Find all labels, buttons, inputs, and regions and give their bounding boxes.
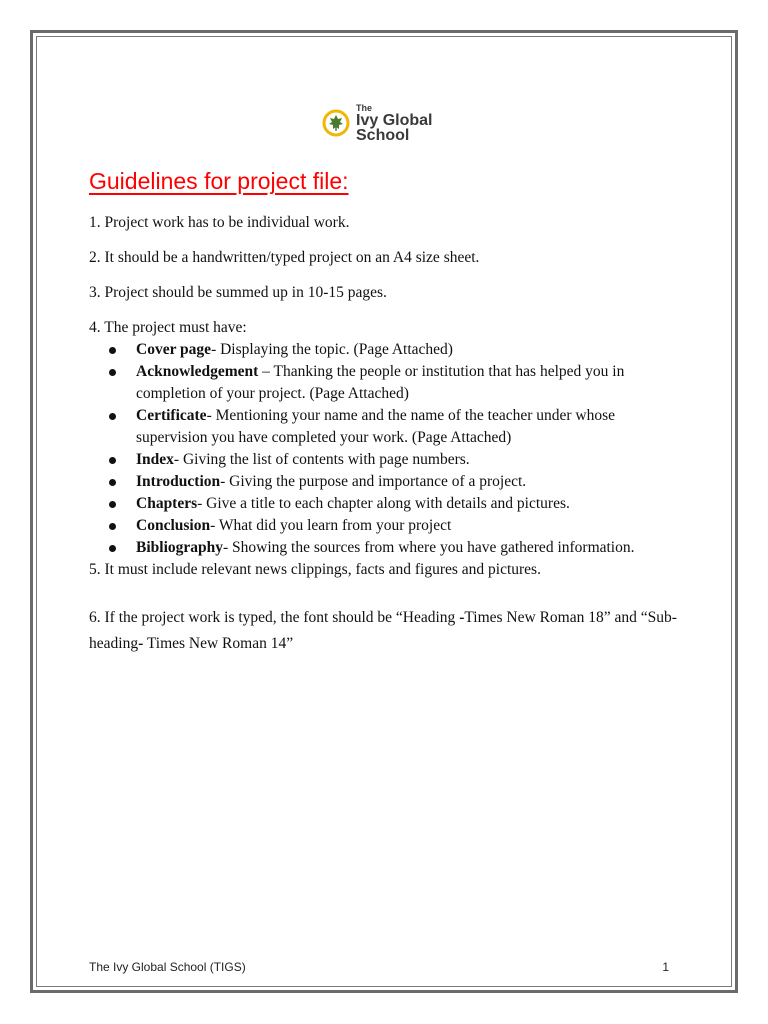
guideline-item-3: 3. Project should be summed up in 10-15 pages.	[89, 284, 387, 301]
list-item-index	[136, 449, 689, 471]
page-footer	[89, 960, 669, 974]
bullet-term: Chapters	[136, 495, 198, 512]
bullet-term: Introduction	[136, 473, 221, 490]
bullet-term: Acknowledgement	[136, 363, 259, 380]
list-item-certificate	[136, 405, 689, 449]
list-item-chapters	[136, 493, 689, 515]
item6-bold2: -	[138, 635, 144, 652]
bullet-term: Cover page	[136, 341, 212, 358]
logo-line2: School	[356, 126, 410, 144]
bullet-term: Certificate	[136, 407, 207, 424]
bullet-text: - Showing the sources from where you have gathered information.	[223, 539, 635, 556]
item6-part1: 6. If the project work is typed, the font should be “Heading	[89, 609, 460, 626]
school-logo	[322, 100, 432, 146]
bullet-term: Conclusion	[136, 517, 211, 534]
logo-wordmark	[356, 104, 432, 143]
guideline-item-5: 5. It must include relevant news clippings, facts and figures and pictures.	[89, 561, 541, 578]
guideline-item-1: 1. Project work has to be individual work.	[89, 214, 350, 231]
bullet-text: – Thanking the people or institution that has helped you in completion of your project. (Page Attached)	[136, 363, 625, 402]
bullet-text: - What did you learn from your project	[210, 517, 452, 534]
bullet-term: Index	[136, 451, 174, 468]
logo-line1: Ivy Global	[356, 111, 433, 129]
page-title: Guidelines for project file:	[89, 168, 349, 194]
guideline-item-6	[89, 605, 689, 657]
list-item-bibliography	[136, 537, 689, 559]
ivy-leaf-logo-icon	[322, 109, 350, 137]
bullet-text: - Give a title to each chapter along with details and pictures.	[197, 495, 570, 512]
item6-part2: Times New Roman 18” and “Sub-heading	[89, 609, 677, 652]
item6-bold1: -	[459, 609, 465, 626]
guideline-item-2: 2. It should be a handwritten/typed project on an A4 size sheet.	[89, 249, 480, 266]
logo-the: The	[356, 102, 373, 113]
bullet-term: Bibliography	[136, 539, 223, 556]
guideline-item-4-intro: 4. The project must have:	[89, 319, 247, 336]
list-item-introduction	[136, 471, 689, 493]
bullet-text: - Displaying the topic. (Page Attached)	[211, 341, 453, 358]
bullet-text: - Giving the purpose and importance of a project.	[220, 473, 527, 490]
bullet-text: - Giving the list of contents with page numbers.	[173, 451, 470, 468]
footer-page-number: 1	[662, 960, 669, 974]
bullet-text: - Mentioning your name and the name of the teacher under whose supervision you have completed your work. (Page Attached)	[136, 407, 616, 446]
list-item-acknowledgement	[136, 361, 689, 405]
project-components-list	[89, 339, 689, 559]
list-item-cover-page	[136, 339, 689, 361]
footer-school-name: The Ivy Global School (TIGS)	[89, 960, 246, 974]
item6-part3: Times New Roman 14”	[143, 635, 294, 652]
guidelines-body	[89, 212, 689, 657]
list-item-conclusion	[136, 515, 689, 537]
